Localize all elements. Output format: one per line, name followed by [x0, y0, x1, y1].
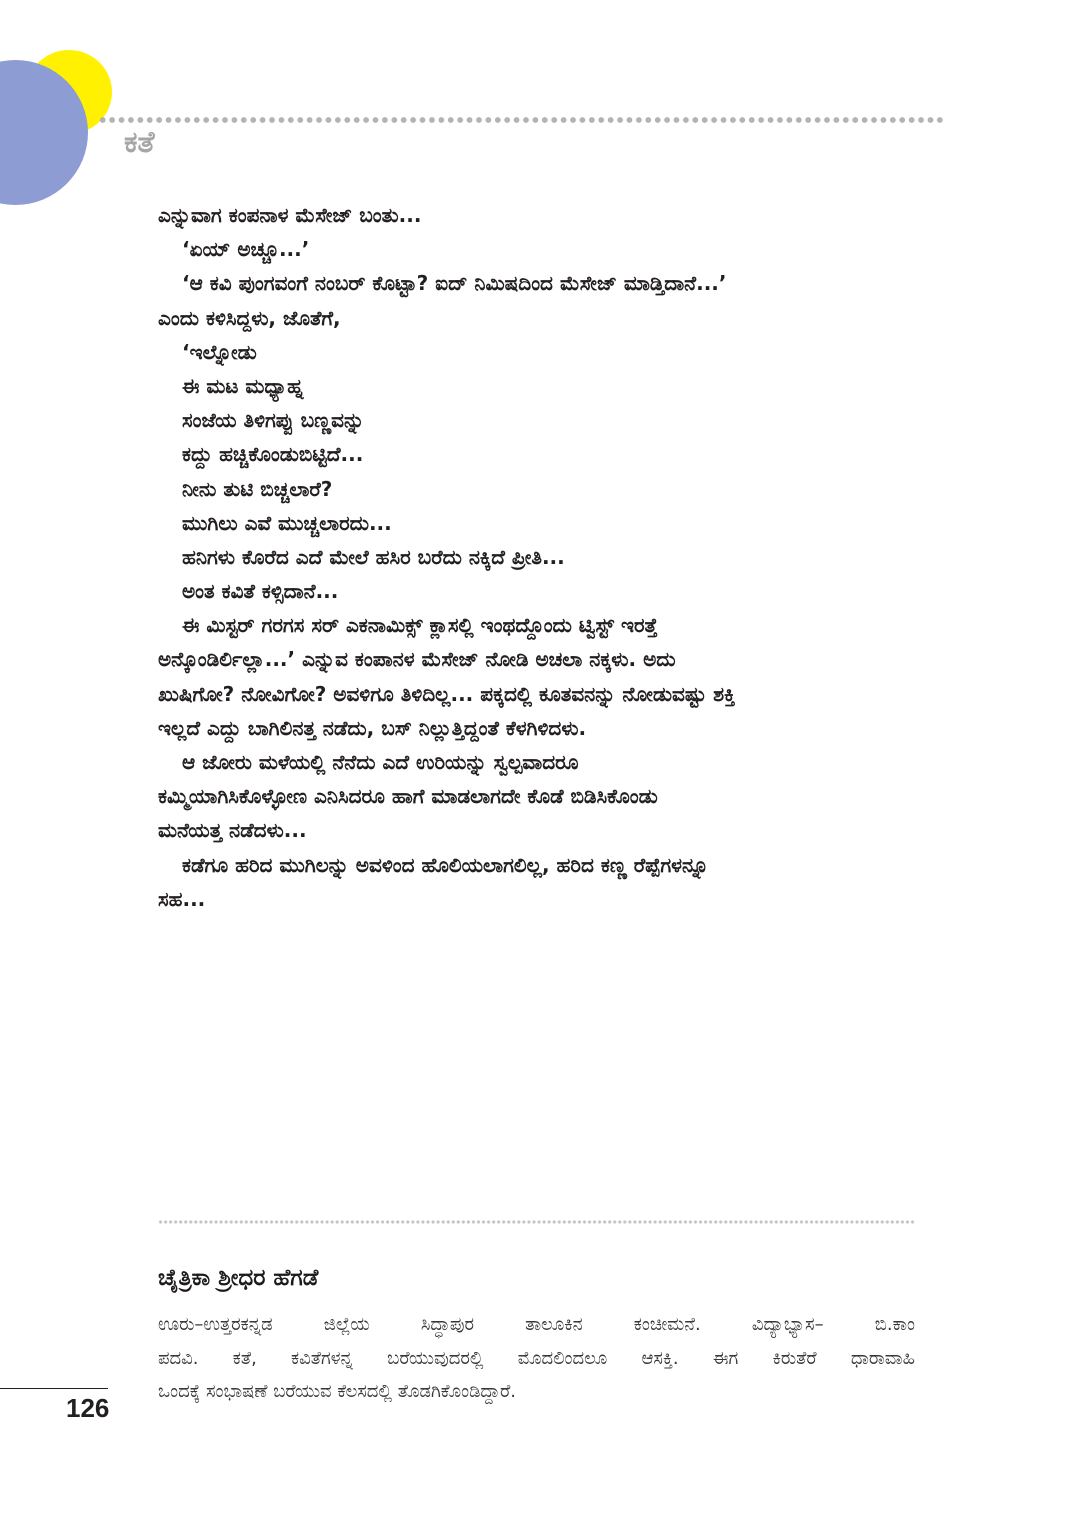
story-line: ಕಮ್ಮಿಯಾಗಿಸಿಕೊಳ್ಳೋಣ ಎನಿಸಿದರೂ ಹಾಗೆ ಮಾಡಲಾಗದೇ ಕೊಡೆ ಬಿಡಿಸಿಕೊಂಡು: [158, 784, 658, 809]
story-line: ಸಹ...: [158, 886, 206, 911]
story-line: ಕಡೆಗೂ ಹರಿದ ಮುಗಿಲನ್ನು ಅವಳಿಂದ ಹೊಲಿಯಲಾಗಲಿಲ್ಲ, ಹರಿದ ಕಣ್ಣ ರೆಪ್ಪೆಗಳನ್ನೂ: [182, 852, 709, 877]
story-line: ‘ಏಯ್ ಅಚ್ಚೂ...’: [182, 237, 310, 262]
story-line: ಈ ಮಿಸ್ಟರ್ ಗರಗಸ ಸರ್ ಎಕನಾಮಿಕ್ಸ್ ಕ್ಲಾಸಲ್ಲಿ ಇಂಥದ್ದೊಂದು ಟ್ವಿಸ್ಟ್ ಇರತ್ತೆ: [182, 613, 658, 638]
bio-line: ಪದವಿ. ಕತೆ, ಕವಿತೆಗಳನ್ನ ಬರೆಯುವುದರಲ್ಲಿ ಮೊದಲಿಂದಲೂ ಆಸಕ್ತಿ. ಈಗ ಕಿರುತೆರೆ ಧಾರಾವಾಹಿ: [158, 1347, 915, 1369]
bio-line: ಊರು–ಉತ್ತರಕನ್ನಡ ಜಿಲ್ಲೆಯ ಸಿದ್ಧಾಪುರ ತಾಲೂಕಿನ ಕಂಚೀಮನೆ. ವಿದ್ಯಾಭ್ಯಾಸ– ಬಿ.ಕಾಂ: [158, 1314, 915, 1335]
story-text: [158, 198, 938, 916]
poem-line: ಸಂಜೆಯ ತಿಳಿಗಪ್ಪು ಬಣ್ಣವನ್ನು: [182, 408, 365, 433]
story-line: ಅನ್ಕೊಂಡಿರ್ಲಿಲ್ಲಾ...’ ಎನ್ನುವ ಕಂಪಾನಳ ಮೆಸೇಜ್ ನೋಡಿ ಅಚಲಾ ನಕ್ಕಳು. ಅದು: [158, 647, 676, 672]
story-line: ಆ ಜೋರು ಮಳೆಯಲ್ಲಿ ನೆನೆದು ಎದೆ ಉರಿಯನ್ನು ಸ್ವಲ್ಪವಾದರೂ: [182, 750, 579, 774]
poem-line: ಈ ಮಟ ಮಧ್ಯಾಹ್ನ: [182, 373, 304, 398]
poem-line: ಮುಗಿಲು ಎವೆ ಮುಚ್ಚಲಾರದು...: [182, 510, 392, 535]
poem-line: ಕದ್ದು ಹಚ್ಚಿಕೊಂಡುಬಿಟ್ಟಿದೆ...: [182, 442, 364, 467]
bio-line: ಒಂದಕ್ಕೆ ಸಂಭಾಷಣೆ ಬರೆಯುವ ಕೆಲಸದಲ್ಲಿ ತೊಡಗಿಕೊಂಡಿದ್ದಾರೆ.: [158, 1381, 517, 1402]
poem-line: ನೀನು ತುಟಿ ಬಿಚ್ಚಲಾರೆ?: [182, 476, 333, 501]
story-line: ಮನೆಯತ್ತ ನಡೆದಳು...: [158, 818, 307, 843]
author-dotted-rule: [158, 1219, 916, 1225]
poem-line: ಹನಿಗಳು ಕೊರೆದ ಎದೆ ಮೇಲೆ ಹಸಿರ ಬರೆದು ನಕ್ಕಿದೆ ಪ್ರೀತಿ...: [182, 544, 565, 569]
poem-line: ಅಂತ ಕವಿತೆ ಕಳ್ಸಿದಾನೆ...: [182, 579, 339, 604]
author-name: ಚೈತ್ರಿಕಾ ಶ್ರೀಧರ ಹೆಗಡೆ: [158, 1265, 319, 1291]
top-dotted-rule: [98, 115, 946, 125]
page-number: 126: [66, 1393, 110, 1423]
story-line: ಎಂದು ಕಳಿಸಿದ್ದಳು, ಜೊತೆಗೆ,: [158, 305, 341, 330]
story-line: ಎನ್ನುವಾಗ ಕಂಪನಾಳ ಮೆಸೇಜ್ ಬಂತು...: [158, 203, 422, 227]
poem-line: ‘ಇಲ್ನೋಡು: [182, 339, 257, 364]
page-number-rule: [0, 1388, 108, 1389]
story-line: ಖುಷಿಗೋ? ನೋವಿಗೋ? ಅವಳಿಗೂ ತಿಳಿದಿಲ್ಲ... ಪಕ್ಕದಲ್ಲಿ ಕೂತವನನ್ನು ನೋಡುವಷ್ಟು ಶಕ್ತಿ: [158, 681, 736, 706]
section-label: ಕತೆ: [124, 125, 155, 160]
author-bio: [158, 1308, 915, 1409]
story-line: ‘ಆ ಕವಿ ಪುಂಗವಂಗೆ ನಂಬರ್ ಕೊಟ್ಟಾ? ಐದ್ ನಿಮಿಷದಿಂದ ಮೆಸೇಜ್ ಮಾಡ್ತಿದಾನೆ...’: [182, 271, 727, 296]
story-line: ಇಲ್ಲದೆ ಎದ್ದು ಬಾಗಿಲಿನತ್ತ ನಡೆದು, ಬಸ್ ನಿಲ್ಲುತ್ತಿದ್ದಂತೆ ಕೆಳಗಿಳಿದಳು.: [158, 715, 587, 740]
